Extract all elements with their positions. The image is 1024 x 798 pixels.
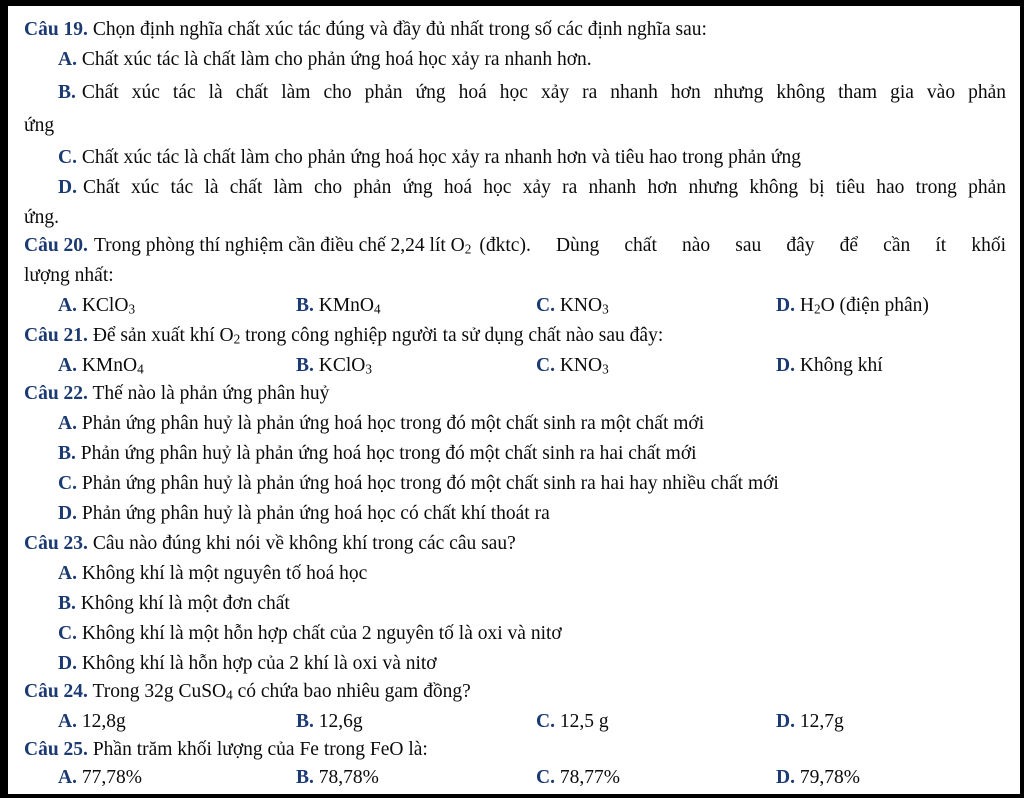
option-22-a — [58, 410, 1020, 438]
option-20-a — [58, 292, 135, 320]
option-text: 78,77% — [559, 767, 620, 788]
question-text: Thế nào là phản ứng phân huỷ — [92, 383, 330, 404]
option-23-a — [58, 560, 1020, 588]
option-text: Chất xúc tác là chất làm cho phản ứng hoá học xảy ra nhanh hơn nhưng không bị tiêu hao trong phản — [82, 177, 1006, 198]
option-21-c — [536, 352, 609, 380]
option-text: Chất xúc tác là chất làm cho phản ứng hoá học xảy ra nhanh hơn. — [81, 49, 592, 70]
subscript: 4 — [226, 687, 233, 703]
option-text: 79,78% — [799, 767, 860, 788]
question-24 — [24, 678, 1020, 706]
option-text: KClO — [318, 355, 366, 376]
option-text: KNO — [559, 295, 603, 316]
option-label: B. — [296, 355, 314, 376]
option-label: D. — [776, 295, 795, 316]
option-label: C. — [58, 623, 77, 644]
option-text: 77,78% — [81, 767, 142, 788]
question-number: Câu 20. — [24, 235, 88, 256]
question-20 — [24, 232, 1006, 260]
option-text: H — [799, 295, 814, 316]
subscript: 3 — [128, 301, 136, 317]
option-text: KMnO — [318, 295, 375, 316]
option-22-d — [58, 500, 1020, 528]
option-label: B. — [58, 443, 76, 464]
option-label: A. — [58, 711, 77, 732]
option-label: D. — [776, 767, 795, 788]
option-label: C. — [536, 711, 555, 732]
option-label: B. — [58, 593, 76, 614]
option-21-b — [296, 352, 372, 380]
option-22-c — [58, 470, 1020, 498]
option-label: C. — [58, 473, 77, 494]
option-22-b — [58, 440, 1020, 468]
option-23-b — [58, 590, 1020, 618]
option-text: Không khí — [799, 355, 883, 376]
option-text-post: O (điện phân) — [820, 295, 929, 316]
option-19-d-cont: ứng. — [24, 207, 59, 228]
option-23-c — [58, 620, 1020, 648]
option-text: KNO — [559, 355, 603, 376]
question-text: Phần trăm khối lượng của Fe trong FeO là: — [92, 739, 428, 760]
option-23-d — [58, 650, 1020, 678]
option-25-d — [776, 764, 860, 792]
question-number: Câu 25. — [24, 739, 88, 760]
question-text-a: Để sản xuất khí O — [92, 325, 234, 346]
option-20-c — [536, 292, 609, 320]
question-text-b: có chứa bao nhiêu gam đồng? — [232, 681, 471, 702]
option-label: A. — [58, 355, 77, 376]
option-21-a — [58, 352, 144, 380]
option-label: B. — [296, 767, 314, 788]
option-text: Chất xúc tác là chất làm cho phản ứng hoá học xảy ra nhanh hơn và tiêu hao trong phản ứng — [81, 147, 801, 168]
option-25-c — [536, 764, 620, 792]
question-text-a: Trong 32g CuSO — [92, 681, 227, 702]
option-label: C. — [58, 147, 77, 168]
option-text: 12,6g — [318, 711, 363, 732]
option-label: A. — [58, 563, 77, 584]
question-19 — [24, 16, 1020, 44]
option-label: D. — [776, 355, 795, 376]
option-19-b — [58, 79, 1006, 107]
option-19-d — [58, 174, 1006, 202]
option-label: A. — [58, 295, 77, 316]
question-21 — [24, 322, 1020, 350]
option-text: 12,7g — [799, 711, 844, 732]
option-text: Không khí là một đơn chất — [80, 593, 290, 614]
option-label: B. — [58, 82, 76, 103]
option-label: D. — [776, 711, 795, 732]
question-text — [94, 232, 1006, 260]
option-text: Không khí là một nguyên tố hoá học — [81, 563, 368, 584]
option-25-b — [296, 764, 379, 792]
subscript: 4 — [137, 361, 144, 377]
option-text: 12,5 g — [559, 711, 609, 732]
option-text: Phản ứng phân huỷ là phản ứng hoá học có chất khí thoát ra — [81, 503, 550, 524]
option-21-d — [776, 352, 883, 380]
option-24-c — [536, 708, 609, 736]
option-24-b — [296, 708, 363, 736]
question-number: Câu 23. — [24, 533, 88, 554]
option-text: Không khí là một hỗn hợp chất của 2 nguyên tố là oxi và nitơ — [81, 623, 562, 644]
option-text: KClO — [81, 295, 129, 316]
option-text: Chất xúc tác là chất làm cho phản ứng hoá học xảy ra nhanh hơn nhưng không tham gia vào phản — [81, 82, 1006, 103]
option-label: C. — [536, 355, 555, 376]
question-number: Câu 22. — [24, 383, 88, 404]
subscript: 2 — [233, 331, 241, 347]
option-19-a — [58, 46, 1020, 74]
option-24-a — [58, 708, 126, 736]
question-text-b: trong công nghiệp người ta sử dụng chất nào sau đây: — [240, 325, 664, 346]
option-label: A. — [58, 767, 77, 788]
option-24-d — [776, 708, 844, 736]
question-text-b: (đktc). Dùng chất nào sau đây để cần ít khối — [479, 235, 1006, 256]
question-20-cont: lượng nhất: — [24, 265, 114, 286]
option-text: 12,8g — [81, 711, 126, 732]
option-label: D. — [58, 177, 77, 198]
question-number: Câu 21. — [24, 325, 88, 346]
subscript: 2 — [464, 241, 472, 257]
option-20-b — [296, 292, 381, 320]
option-25-a — [58, 764, 142, 792]
option-label: A. — [58, 49, 77, 70]
subscript: 3 — [602, 361, 609, 377]
option-text: Phản ứng phân huỷ là phản ứng hoá học trong đó một chất sinh ra một chất mới — [81, 413, 705, 434]
question-text: Câu nào đúng khi nói về không khí trong các câu sau? — [92, 533, 516, 554]
subscript: 3 — [365, 361, 372, 377]
option-label: C. — [536, 295, 555, 316]
subscript: 3 — [602, 301, 609, 317]
subscript: 4 — [374, 301, 381, 317]
option-text: Phản ứng phân huỷ là phản ứng hoá học trong đó một chất sinh ra hai chất mới — [80, 443, 697, 464]
question-23 — [24, 530, 1020, 558]
option-label: B. — [296, 711, 314, 732]
option-text: 78,78% — [318, 767, 379, 788]
option-label: D. — [58, 653, 77, 674]
option-19-b-cont: ứng — [24, 115, 55, 136]
question-25 — [24, 736, 1020, 764]
question-number: Câu 19. — [24, 19, 88, 40]
option-text: Phản ứng phân huỷ là phản ứng hoá học trong đó một chất sinh ra hai hay nhiều chất mới — [81, 473, 779, 494]
option-label: C. — [536, 767, 555, 788]
subscript: 2 — [813, 301, 821, 317]
question-text-a: Trong phòng thí nghiệm cần điều chế 2,24 lít O — [93, 235, 465, 256]
option-20-d — [776, 292, 929, 320]
option-label: A. — [58, 413, 77, 434]
option-label: D. — [58, 503, 77, 524]
option-text: Không khí là hỗn hợp của 2 khí là oxi và nitơ — [81, 653, 437, 674]
question-22 — [24, 380, 1020, 408]
option-text: KMnO — [81, 355, 138, 376]
question-number: Câu 24. — [24, 681, 88, 702]
question-text: Chọn định nghĩa chất xúc tác đúng và đầy đủ nhất trong số các định nghĩa sau: — [92, 19, 707, 40]
exam-sheet — [8, 6, 1020, 794]
option-19-c — [58, 144, 1020, 172]
option-label: B. — [296, 295, 314, 316]
